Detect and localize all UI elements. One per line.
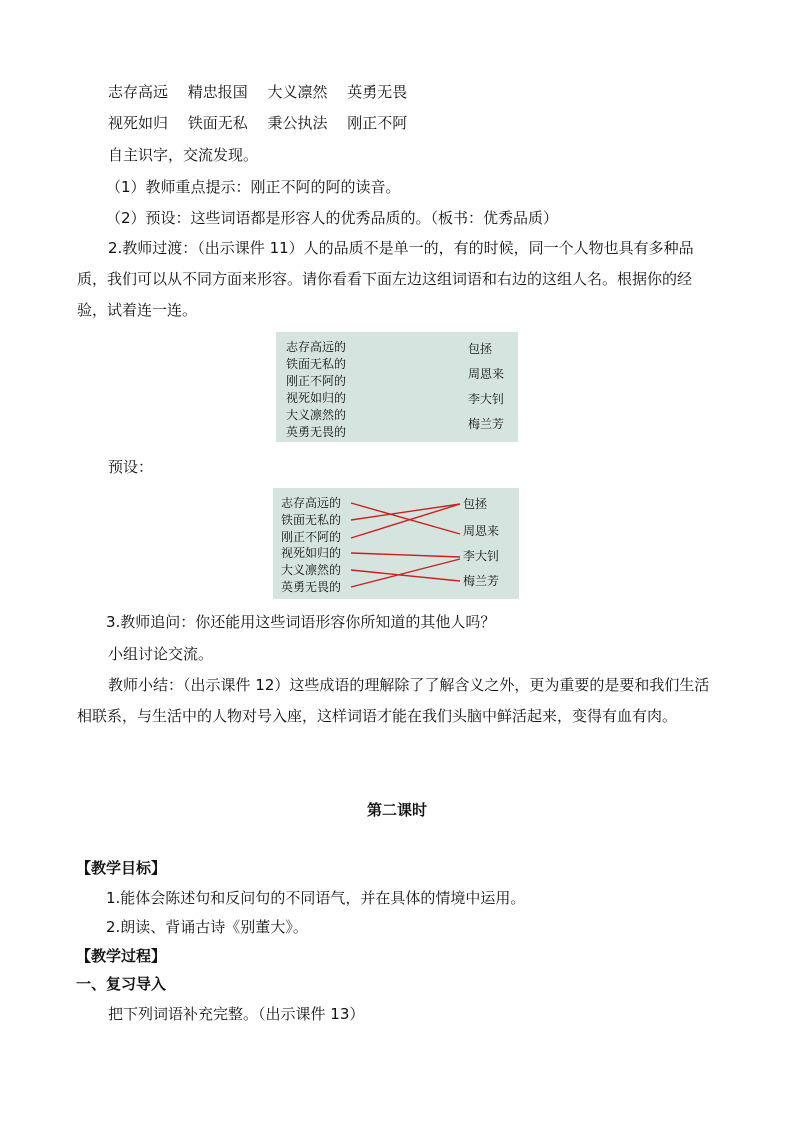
teacher-question-3: 3.教师追问：你还能用这些词语形容你所知道的其他人吗？ <box>106 613 496 631</box>
figure1-phrase: 英勇无畏的 <box>286 425 347 439</box>
figure2-phrase: 视死如归的 <box>281 546 342 560</box>
match-line-shisi-lidazhao <box>351 553 460 557</box>
teaching-goal-2: 2.朗读、背诵古诗《别董大》。 <box>106 918 308 936</box>
figure2-name: 包拯 <box>463 497 488 511</box>
review-task-text: 把下列词语补充完整。（出示课件 13） <box>108 1005 365 1023</box>
figure2-phrase: 志存高远的 <box>281 496 342 510</box>
figure2-phrase: 刚正不阿的 <box>281 530 342 544</box>
matching-figure-blank <box>276 332 518 442</box>
teacher-note-1: （1）教师重点提示：刚正不阿的阿的读音。 <box>106 178 401 196</box>
self-study-text: 自主识字，交流发现。 <box>108 146 259 164</box>
group-discussion-text: 小组讨论交流。 <box>108 645 214 663</box>
match-line-dayi-meilanfang <box>351 570 460 581</box>
figure1-phrase: 志存高远的 <box>286 340 347 354</box>
figure1-name: 李大钊 <box>468 392 505 406</box>
figure1-name: 周恩来 <box>468 367 505 381</box>
figure1-name: 梅兰芳 <box>468 417 505 431</box>
figure2-phrase: 铁面无私的 <box>281 513 342 527</box>
teaching-goals-heading: 【教学目标】 <box>76 859 167 877</box>
match-line-gangzheng-baozheng <box>351 504 460 538</box>
preset-label: 预设： <box>108 458 154 476</box>
figure2-phrase: 大义凛然的 <box>281 563 342 577</box>
figure2-phrase: 英勇无畏的 <box>281 580 342 594</box>
phrase-row-1: 志存高远 精忠报国 大义凛然 英勇无畏 <box>108 83 408 101</box>
figure1-name: 包拯 <box>468 342 493 356</box>
match-line-yingyong-lidazhao <box>351 559 460 587</box>
figure1-phrase: 刚正不阿的 <box>286 374 347 388</box>
figure2-name: 梅兰芳 <box>463 574 500 588</box>
teaching-goal-1: 1.能体会陈述句和反问句的不同语气，并在具体的情境中运用。 <box>106 889 526 907</box>
figure2-name: 周恩来 <box>463 524 500 538</box>
figure2-name: 李大钊 <box>463 549 500 563</box>
teacher-transition-paragraph: 2.教师过渡：（出示课件 11）人的品质不是单一的，有的时候，同一个人物也具有多种品质，我们可以从不同方面来形容。请你看看下面左边这组词语和右边的这组人名。根据你的经验，试着连一连。 <box>77 239 694 319</box>
figure1-phrase: 大义凛然的 <box>286 408 347 422</box>
figure1-phrase: 视死如归的 <box>286 391 347 405</box>
teacher-note-2: （2）预设：这些词语都是形容人的优秀品质的。（板书：优秀品质） <box>106 209 559 227</box>
figure1-phrase: 铁面无私的 <box>286 357 347 371</box>
match-line-tiemian-baozheng <box>351 504 460 520</box>
teaching-process-heading: 【教学过程】 <box>76 947 167 965</box>
teacher-summary-paragraph: 教师小结：（出示课件 12）这些成语的理解除了了解含义之外，更为重要的是要和我们生活相联系，与生活中的人物对号入座，这样词语才能在我们头脑中鲜活起来，变得有血有肉。 <box>77 676 710 725</box>
phrase-row-2: 视死如归 铁面无私 秉公执法 刚正不阿 <box>108 114 408 132</box>
match-line-zhicun-zhouenlai <box>351 503 460 534</box>
matching-figure-answer <box>273 488 519 599</box>
lesson-2-title: 第二课时 <box>366 801 427 819</box>
section-review-intro: 一、复习导入 <box>76 975 167 993</box>
